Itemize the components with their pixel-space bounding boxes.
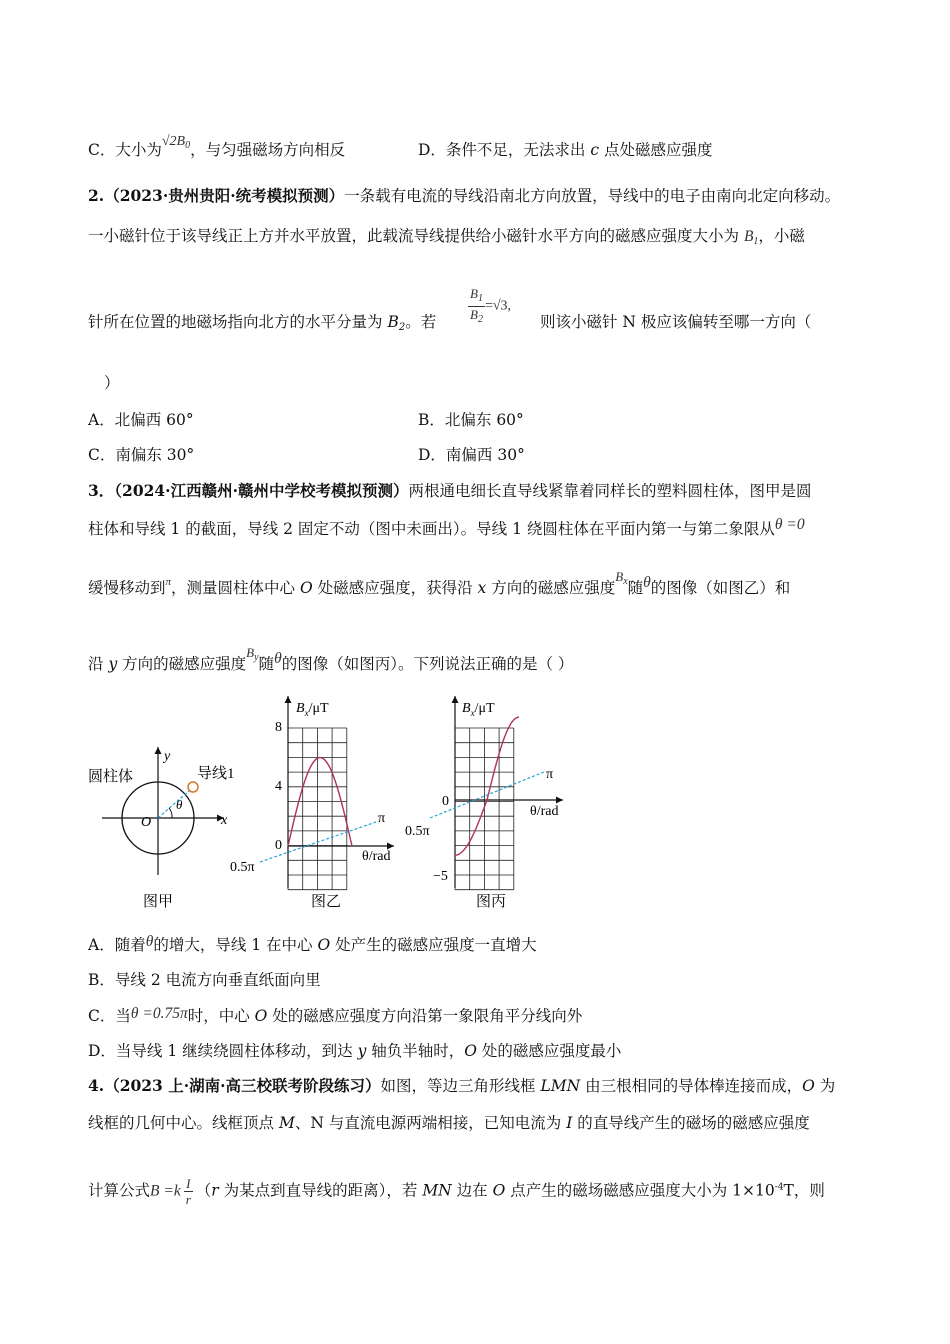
option-b: B．北偏东 60° bbox=[418, 411, 524, 429]
var-lmn: LMN bbox=[540, 1077, 581, 1095]
var-m: M bbox=[278, 1114, 295, 1132]
question-text: 方向的磁感应强度 bbox=[486, 579, 616, 597]
option-a-text: 的增大，导线 1 在中心 bbox=[153, 936, 318, 954]
y-axis-label: y bbox=[164, 749, 171, 764]
var-y: y bbox=[357, 1042, 367, 1060]
var-c: c bbox=[590, 141, 600, 159]
option-a-text: 处产生的磁感应强度一直增大 bbox=[330, 936, 537, 954]
subscript: 2 bbox=[477, 314, 483, 325]
q2-option-a bbox=[88, 410, 194, 430]
question-text: （ bbox=[195, 1181, 212, 1200]
question-text: 的图像（如图乙）和 bbox=[650, 579, 791, 597]
question-text: 方向的磁感应强度 bbox=[117, 655, 247, 673]
q3-line-4 bbox=[88, 645, 574, 680]
theta-equals-075pi: θ =0.75π bbox=[130, 1005, 188, 1022]
option-d-text: 轴负半轴时， bbox=[366, 1042, 465, 1060]
var-o: O bbox=[802, 1077, 815, 1095]
bing-tick-neg5: −5 bbox=[433, 869, 448, 884]
q2-line-3-end bbox=[540, 312, 811, 332]
question-text: 计算公式 bbox=[88, 1181, 151, 1200]
question-text: 。若 bbox=[405, 313, 437, 331]
wire-1-circle bbox=[188, 782, 198, 792]
var-theta: θ bbox=[274, 650, 282, 667]
q1-option-c bbox=[88, 134, 346, 166]
question-text: 线框的几何中心。线框顶点 bbox=[88, 1114, 279, 1132]
q3-option-c bbox=[88, 1006, 582, 1027]
var-y: y bbox=[108, 655, 118, 673]
q2-line-4 bbox=[104, 373, 120, 393]
wire-label: 导线1 bbox=[197, 766, 235, 782]
var-o: O bbox=[299, 579, 313, 597]
question-number: 2. bbox=[88, 186, 105, 205]
question-text: 的直导线产生的磁场的磁感应强度 bbox=[572, 1114, 810, 1132]
caption-yi: 图乙 bbox=[311, 894, 342, 910]
question-text: 沿 bbox=[88, 655, 109, 673]
question-text: 边在 bbox=[451, 1181, 493, 1200]
figure-yi bbox=[230, 696, 394, 910]
option-a: A．北偏西 60° bbox=[88, 411, 194, 429]
option-b-text: B．导线 2 电流方向垂直纸面向里 bbox=[88, 971, 321, 989]
subscript: 1 bbox=[477, 293, 483, 304]
subscript: 1 bbox=[753, 236, 759, 247]
bing-pi-label: π bbox=[546, 767, 554, 782]
q3-option-b bbox=[88, 970, 321, 990]
yi-tick-0: 0 bbox=[275, 838, 282, 853]
var-b1: B bbox=[743, 228, 754, 245]
question-text: 、N 与直流电源两端相接，已知电流为 bbox=[294, 1114, 567, 1132]
q3-option-d bbox=[88, 1041, 621, 1061]
option-d: D．南偏西 30° bbox=[418, 446, 525, 464]
cylinder-label: 圆柱体 bbox=[88, 769, 134, 785]
var-o: O bbox=[317, 936, 331, 954]
question-source: （2024·江西赣州·赣州中学校考模拟预测） bbox=[114, 481, 409, 500]
question-text: 如图，等边三角形线框 bbox=[380, 1077, 541, 1095]
question-text: 点产生的磁场磁感应强度大小为 1×10 bbox=[505, 1181, 775, 1200]
question-source: （2023·贵州贵阳·统考模拟预测） bbox=[104, 186, 345, 205]
var-by: B bbox=[246, 645, 255, 660]
option-d-text-end: 点处磁感应强度 bbox=[599, 141, 713, 159]
var-theta: θ bbox=[643, 574, 651, 591]
yi-ylabel: $B_x/\mu T$ bbox=[296, 701, 329, 718]
question-number: 4. bbox=[88, 1076, 105, 1095]
var-bx: B bbox=[615, 569, 624, 584]
question-number: 3． bbox=[88, 481, 115, 500]
question-text: 柱体和导线 1 的截面，导线 2 固定不动（图中未画出）。导线 1 绕圆柱体在平面内第一与第二象限从 bbox=[88, 520, 775, 538]
subscript: x bbox=[623, 576, 628, 587]
option-c-suffix: ，与匀强磁场方向相反 bbox=[190, 141, 346, 159]
question-text: 由三根相同的导体棒连接而成， bbox=[580, 1077, 803, 1095]
figure-bing bbox=[405, 696, 563, 910]
var-r: r bbox=[211, 1181, 219, 1200]
var-o: O bbox=[254, 1007, 268, 1025]
question-text: ，测量圆柱体中心 bbox=[171, 579, 300, 597]
question-text: 两根通电细长直导线紧靠着同样长的塑料圆柱体，图甲是圆 bbox=[408, 482, 812, 500]
q3-figures bbox=[0, 690, 950, 920]
question-text: 则该小磁针 N 极应该偏转至哪一方向（ bbox=[540, 313, 812, 331]
q3-line-2 bbox=[88, 516, 805, 540]
frac-den: B bbox=[470, 307, 478, 322]
option-a-text: A．随着 bbox=[88, 936, 146, 954]
q4-line-2 bbox=[88, 1113, 810, 1133]
x-axis-label: x bbox=[221, 813, 228, 828]
sqrt2-b0-math: √2B bbox=[161, 134, 186, 149]
var-theta: θ bbox=[145, 933, 154, 950]
yi-half-pi-label: 0.5π bbox=[230, 860, 255, 875]
formula-frac-num: I bbox=[184, 1176, 193, 1192]
question-text: T，则 bbox=[783, 1181, 825, 1200]
question-text: 处磁感应强度，获得沿 bbox=[312, 579, 478, 597]
subscript: 2 bbox=[398, 322, 406, 333]
question-source: （2023 上·湖南·高三校联考阶段练习） bbox=[104, 1076, 381, 1095]
option-c-text: C．大小为 bbox=[88, 141, 162, 159]
bing-ylabel: $B_x/\mu T$ bbox=[462, 701, 495, 718]
q2-line-1 bbox=[88, 186, 840, 206]
formula-frac-den: r bbox=[185, 1192, 191, 1207]
question-text: 随 bbox=[258, 655, 275, 673]
question-text: 缓慢移动到 bbox=[88, 579, 166, 597]
figure-jia bbox=[88, 747, 235, 910]
subscript: y bbox=[254, 652, 259, 663]
question-text: 一条载有电流的导线沿南北方向放置，导线中的电子由南向北定向移动。 bbox=[344, 187, 841, 205]
q2-ratio-fraction bbox=[468, 286, 511, 327]
question-text: 为 bbox=[814, 1077, 836, 1095]
yi-tick-4: 4 bbox=[275, 779, 282, 794]
yi-pi-label: π bbox=[378, 811, 386, 826]
q2-line-2 bbox=[88, 226, 805, 252]
pi-symbol: π bbox=[165, 576, 172, 588]
q4-line-3 bbox=[88, 1176, 825, 1207]
q2-line-3 bbox=[88, 312, 436, 338]
q2-option-b bbox=[418, 410, 524, 430]
ratio-equals-sqrt3: =√3, bbox=[484, 298, 512, 314]
bing-xlabel: θ/rad bbox=[530, 804, 559, 819]
q3-option-a bbox=[88, 935, 537, 956]
q1-option-d bbox=[418, 140, 712, 160]
question-text: 为某点到直导线的距离），若 bbox=[218, 1181, 423, 1200]
caption-bing: 图丙 bbox=[476, 894, 507, 910]
var-o: O bbox=[464, 1042, 477, 1060]
q4-line-1 bbox=[88, 1076, 835, 1096]
option-c-text: 时，中心 bbox=[187, 1007, 255, 1025]
answer-paren: ） bbox=[104, 374, 120, 392]
formula-b-equals-k: B =k bbox=[150, 1182, 181, 1200]
wire-radius-line bbox=[158, 790, 190, 818]
q2-option-d bbox=[418, 445, 525, 465]
bing-half-pi-label: 0.5π bbox=[405, 824, 430, 839]
angle-label: θ bbox=[176, 797, 183, 812]
option-d-text: D．条件不足，无法求出 bbox=[418, 141, 591, 159]
b0-subscript: 0 bbox=[185, 140, 191, 151]
yi-tick-8: 8 bbox=[275, 720, 282, 735]
q2-option-c bbox=[88, 445, 194, 465]
option-d-text: 处的磁感应强度最小 bbox=[477, 1042, 622, 1060]
option-d-text: D．当导线 1 继续绕圆柱体移动，到达 bbox=[88, 1042, 358, 1060]
frac-num: B bbox=[470, 286, 478, 301]
var-b2: B bbox=[387, 313, 399, 331]
var-mn: MN bbox=[422, 1181, 452, 1200]
angle-arc bbox=[169, 808, 172, 818]
var-i: I bbox=[566, 1114, 573, 1132]
q3-line-1 bbox=[88, 481, 812, 501]
caption-jia: 图甲 bbox=[143, 894, 174, 910]
var-o: O bbox=[492, 1181, 506, 1200]
option-c-text: C．当 bbox=[88, 1007, 131, 1025]
theta-equals-zero: θ =0 bbox=[774, 516, 805, 533]
question-text: 针所在位置的地磁场指向北方的水平分量为 bbox=[88, 313, 388, 331]
question-text: 的图像（如图丙）。下列说法正确的是（ ） bbox=[281, 655, 574, 673]
question-text: ，小磁 bbox=[758, 227, 805, 245]
question-text: 一小磁针位于该导线正上方并水平放置，此载流导线提供给小磁针水平方向的磁感应强度大小为 bbox=[88, 227, 744, 245]
var-x: x bbox=[477, 579, 487, 597]
exponent: -4 bbox=[774, 1182, 784, 1193]
yi-xlabel: θ/rad bbox=[362, 849, 391, 864]
option-c-text: 处的磁感应强度方向沿第一象限角平分线向外 bbox=[267, 1007, 583, 1025]
bing-tick-0: 0 bbox=[442, 794, 449, 809]
q3-line-3 bbox=[88, 569, 791, 604]
origin-label: O bbox=[141, 815, 152, 830]
option-c: C．南偏东 30° bbox=[88, 446, 195, 464]
question-text: 随 bbox=[627, 579, 644, 597]
